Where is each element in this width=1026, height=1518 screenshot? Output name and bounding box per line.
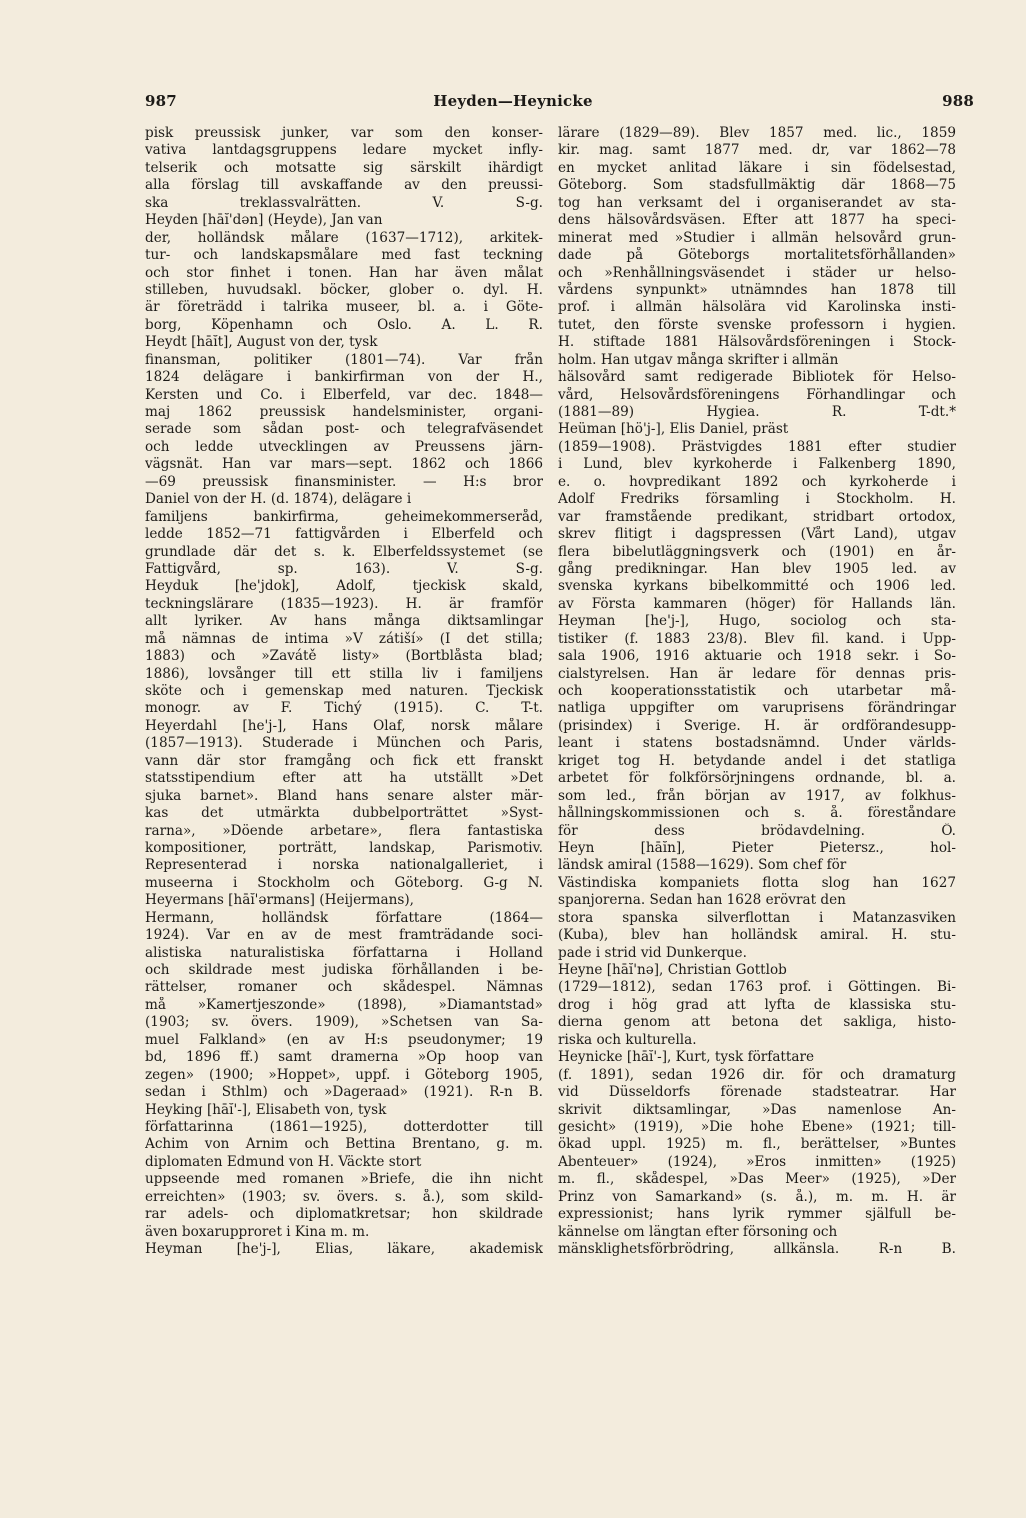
- text-line: 1924). Var en av de mest framträdande soci-: [145, 927, 543, 944]
- text-line: leant i statens bostadsnämnd. Under världs-: [558, 735, 956, 752]
- text-line: Heynicke [hāĭ'-], Kurt, tysk författare: [558, 1049, 814, 1066]
- running-head: Heyden—Heynicke: [433, 92, 593, 110]
- text-line: rar adels- och diplomatkretsar; hon skildrade: [145, 1206, 543, 1223]
- text-line: (1859—1908). Prästvigdes 1881 efter studier: [558, 438, 956, 455]
- text-line: skrivit diktsamlingar, »Das namenlose An-: [558, 1101, 956, 1118]
- text-line: och skildrade mest judiska förhållanden i be-: [145, 962, 543, 978]
- text-line: Heyking [hāĭ'-], Elisabeth von, tysk: [145, 1101, 387, 1118]
- text-line: Västindiska kompaniets flotta slog han 1627: [558, 874, 956, 891]
- text-line: maj 1862 preussisk handelsminister, organi-: [145, 404, 543, 420]
- text-line: tur- och landskapsmålare med fast teckning: [145, 247, 543, 264]
- text-line: sala 1906, 1916 aktuarie och 1918 sekr. i So-: [558, 648, 956, 665]
- text-line: som led., från början av 1917, av folkhus-: [558, 787, 956, 804]
- text-line: Heüman [hö'j-], Elis Daniel, präst: [558, 421, 789, 438]
- text-line: —69 preussisk finansminister. — H:s bror: [145, 473, 543, 490]
- text-line: erreichten» (1903; sv. övers. s. å.), som skild-: [145, 1188, 543, 1205]
- text-line: prof. i allmän hälsolära vid Karolinska insti-: [558, 299, 956, 316]
- text-line: tutet, den förste svenske professorn i hygien.: [558, 316, 956, 333]
- text-line: må »Kamertjeszonde» (1898), »Diamantstad»: [145, 996, 543, 1013]
- text-line: muel Falkland» (en av H:s pseudonymer; 19: [145, 1031, 543, 1048]
- text-line: expressionist; hans lyrik rymmer själfull be-: [558, 1206, 956, 1223]
- text-line: minerat med »Studier i allmän helsovård grun-: [558, 229, 956, 246]
- text-line: alla förslag till avskaffande av den preussi-: [145, 177, 543, 194]
- text-line: statsstipendium efter att ha utställt »Det: [145, 770, 543, 787]
- text-line: och stor finhet i tonen. Han har även målat: [145, 264, 543, 281]
- text-line: och kooperationsstatistik och utarbetar må-: [558, 683, 956, 699]
- text-line: Heyermans [hāĭ'ərmans] (Heijermans),: [145, 892, 414, 909]
- text-line: (1729—1812), sedan 1763 prof. i Göttingen. Bi-: [558, 979, 956, 996]
- text-line: zegen» (1900; »Hoppet», uppf. i Göteborg 1905,: [145, 1066, 543, 1083]
- text-line: natliga uppgifter om varuprisens förändringar: [558, 700, 956, 717]
- text-line: arbetet för folkförsörjningens ordnande, bl. a.: [558, 770, 956, 787]
- text-line: Achim von Arnim och Bettina Brentano, g. m.: [145, 1136, 543, 1153]
- text-line: H. stiftade 1881 Hälsovårdsföreningen i Stock-: [558, 334, 956, 351]
- text-line: ökad uppl. 1925) m. fl., berättelser, »Buntes: [558, 1136, 956, 1153]
- text-line: kir. mag. samt 1877 med. dr, var 1862—78: [558, 142, 956, 159]
- text-line: e. o. hovpredikant 1892 och kyrkoherde i: [558, 473, 956, 490]
- text-line: diplomaten Edmund von H. Väckte stort: [145, 1153, 422, 1170]
- text-line: spanjorerna. Sedan han 1628 erövrat den: [558, 892, 846, 909]
- text-line: Hermann, holländsk författare (1864—: [145, 909, 543, 926]
- text-line: pisk preussisk junker, var som den konser-: [145, 125, 543, 141]
- text-line: Heyden [hāĭ'dən] (Heyde), Jan van: [145, 212, 383, 229]
- text-line: kompositioner, porträtt, landskap, Parismotiv.: [145, 839, 543, 856]
- text-line: vativa lantdagsgruppens ledare mycket infly-: [145, 142, 543, 159]
- text-line: cialstyrelsen. Han är ledare för dennas pris-: [558, 665, 956, 682]
- text-line: Heyduk [he'jdok], Adolf, tjeckisk skald,: [145, 578, 543, 595]
- text-line: hälsovård samt redigerade Bibliotek för Helso-: [558, 369, 956, 386]
- text-line: (1903; sv. övers. 1909), »Schetsen van Sa-: [145, 1014, 543, 1031]
- text-line: Fattigvård, sp. 163). V. S-g.: [145, 560, 543, 577]
- text-line: bd, 1896 ff.) samt dramerna »Op hoop van: [145, 1049, 543, 1066]
- text-line: och »Renhållningsväsendet i städer ur helso-: [558, 264, 956, 281]
- text-line: för dess brödavdelning. Ö.: [558, 822, 956, 839]
- text-line: teckningslärare (1835—1923). H. är framför: [145, 595, 543, 612]
- text-line: Kersten und Co. i Elberfeld, var dec. 1848—: [145, 386, 543, 403]
- text-line: museerna i Stockholm och Göteborg. G-g N.: [145, 874, 543, 891]
- text-line: Daniel von der H. (d. 1874), delägare i: [145, 491, 412, 508]
- text-line: 1886), lovsånger till ett stilla liv i familjens: [145, 665, 543, 682]
- text-line: dade på Göteborgs mortalitetsförhållanden»: [558, 247, 956, 264]
- text-line: serade som sådan post- och telegrafväsendet: [145, 421, 543, 438]
- text-line: sedan i Sthlm) och »Dageraad» (1921). R-n B.: [145, 1084, 543, 1101]
- text-line: 1824 delägare i bankirfirman von der H.,: [145, 369, 543, 386]
- text-line: (prisindex) i Sverige. H. är ordförandesupp-: [558, 717, 956, 734]
- text-line: mänsklighetsförbrödring, allkänsla. R-n B.: [558, 1241, 956, 1257]
- text-line: en mycket anlitad läkare i sin födelsestad,: [558, 159, 956, 176]
- text-line: i Lund, blev kyrkoherde i Falkenberg 1890,: [558, 456, 956, 473]
- text-line: Prinz von Samarkand» (s. å.), m. m. H. är: [558, 1188, 956, 1205]
- right-column: [558, 125, 956, 1258]
- text-line: riska och kulturella.: [558, 1031, 697, 1048]
- text-line: Göteborg. Som stadsfullmäktig där 1868—75: [558, 177, 956, 194]
- text-line: rättelser, romaner och skådespel. Nämnas: [145, 979, 543, 996]
- text-line: författarinna (1861—1925), dotterdotter till: [145, 1118, 543, 1135]
- text-line: vann där stor framgång och fick ett franskt: [145, 752, 543, 769]
- text-line: må nämnas de intima »V zátiší» (I det stilla;: [145, 630, 543, 647]
- text-line: drog i hög grad att lyfta de klassiska stu-: [558, 996, 956, 1013]
- text-line: alistiska naturalistiska författarna i Holland: [145, 944, 543, 961]
- text-line: Heyne [hāĭ'nə], Christian Gottlob: [558, 962, 787, 978]
- right-page-number: 988: [942, 92, 974, 110]
- text-line: ska treklassvalrätten. V. S-g.: [145, 194, 543, 211]
- text-line: (f. 1891), sedan 1926 dir. för och dramaturg: [558, 1066, 956, 1083]
- text-line: der, holländsk målare (1637—1712), arkitek-: [145, 229, 543, 246]
- text-line: finansman, politiker (1801—74). Var från: [145, 351, 543, 368]
- text-line: uppseende med romanen »Briefe, die ihn nicht: [145, 1171, 543, 1188]
- text-line: stilleben, huvudsakl. böcker, glober o. dyl. H.: [145, 281, 543, 298]
- text-line: holm. Han utgav många skrifter i allmän: [558, 351, 839, 368]
- text-line: vägsnät. Han var mars—sept. 1862 och 1866: [145, 456, 543, 473]
- text-line: 1883) och »Zavátě listy» (Bortblåsta blad;: [145, 648, 543, 665]
- text-line: ledde 1852—71 fattigvården i Elberfeld och: [145, 526, 543, 543]
- text-line: Heyn [hāĭn], Pieter Pietersz., hol-: [558, 839, 956, 856]
- left-page-number: 987: [145, 92, 177, 110]
- text-line: (1881—89) Hygiea. R. T-dt.*: [558, 404, 956, 420]
- text-line: flera bibelutläggningsverk och (1901) en år-: [558, 543, 956, 560]
- text-line: och ledde utvecklingen av Preussens järn-: [145, 438, 543, 455]
- text-line: ländsk amiral (1588—1629). Som chef för: [558, 857, 847, 874]
- text-line: svenska kyrkans bibelkommitté och 1906 led.: [558, 578, 956, 595]
- text-line: vårdens synpunkt» utnämndes han 1878 till: [558, 281, 956, 298]
- text-line: är företrädd i talrika museer, bl. a. i Göte-: [145, 299, 543, 316]
- text-line: tog han verksamt del i organiserandet av sta-: [558, 194, 956, 211]
- text-line: av Första kammaren (höger) för Hallands län.: [558, 595, 956, 612]
- text-line: gång predikningar. Han blev 1905 led. av: [558, 560, 956, 577]
- text-line: kas det utmärkta dubbelporträttet »Syst-: [145, 805, 543, 822]
- left-column: [145, 125, 543, 1258]
- text-line: gesicht» (1919), »Die hohe Ebene» (1921; till-: [558, 1118, 956, 1135]
- text-line: vård, Helsovårdsföreningens Förhandlingar och: [558, 386, 956, 403]
- text-line: tistiker (f. 1883 23/8). Blev fil. kand. i Upp-: [558, 630, 956, 647]
- text-line: m. fl., skådespel, »Das Meer» (1925), »Der: [558, 1171, 956, 1188]
- text-line: skrev flitigt i dagspressen (Vårt Land), utgav: [558, 526, 956, 543]
- text-line: pade i strid vid Dunkerque.: [558, 944, 747, 961]
- text-line: Heyman [he'j-], Hugo, sociolog och sta-: [558, 613, 956, 630]
- text-line: hållningskommissionen och s. å. föreståndare: [558, 805, 956, 822]
- text-line: även boxarupproret i Kina m. m.: [145, 1223, 370, 1240]
- text-line: Abenteuer» (1924), »Eros inmitten» (1925): [558, 1153, 956, 1170]
- text-line: sköte och i gemenskap med naturen. Tjeckisk: [145, 683, 543, 699]
- text-line: telserik och motsatte sig särskilt ihärdigt: [145, 159, 543, 176]
- text-line: Representerad i norska nationalgalleriet, i: [145, 857, 543, 874]
- text-line: rarna», »Döende arbetare», flera fantastiska: [145, 822, 543, 839]
- text-line: borg, Köpenhamn och Oslo. A. L. R.: [145, 316, 543, 333]
- text-line: lärare (1829—89). Blev 1857 med. lic., 1859: [558, 125, 956, 141]
- text-line: grundlade där det s. k. Elberfeldssystemet (se: [145, 543, 543, 560]
- text-line: kännelse om längtan efter försoning och: [558, 1223, 838, 1240]
- text-line: allt lyriker. Av hans många diktsamlingar: [145, 613, 543, 630]
- text-line: Heyman [he'j-], Elias, läkare, akademisk: [145, 1241, 543, 1257]
- text-line: dens hälsovårdsväsen. Efter att 1877 ha speci-: [558, 212, 956, 229]
- text-line: Heydt [hāĭt], August von der, tysk: [145, 334, 378, 351]
- text-line: kriget tog H. betydande andel i det statliga: [558, 752, 956, 769]
- text-line: stora spanska silverflottan i Matanzasviken: [558, 909, 956, 926]
- text-line: var framstående predikant, stridbart ortodox,: [558, 508, 956, 525]
- text-line: familjens bankirfirma, geheimekommerseråd,: [145, 508, 543, 525]
- text-line: dierna genom att betona det sakliga, histo-: [558, 1014, 956, 1031]
- text-line: (Kuba), blev han holländsk amiral. H. stu-: [558, 927, 956, 944]
- text-line: Adolf Fredriks församling i Stockholm. H.: [558, 491, 956, 508]
- text-line: Heyerdahl [he'j-], Hans Olaf, norsk målare: [145, 717, 543, 734]
- text-line: vid Düsseldorfs förenade stadsteatrar. Har: [558, 1084, 956, 1101]
- text-line: (1857—1913). Studerade i München och Paris,: [145, 735, 543, 752]
- text-line: sjuka barnet». Bland hans senare alster mär-: [145, 787, 543, 804]
- text-line: monogr. av F. Tichý (1915). C. T-t.: [145, 700, 543, 717]
